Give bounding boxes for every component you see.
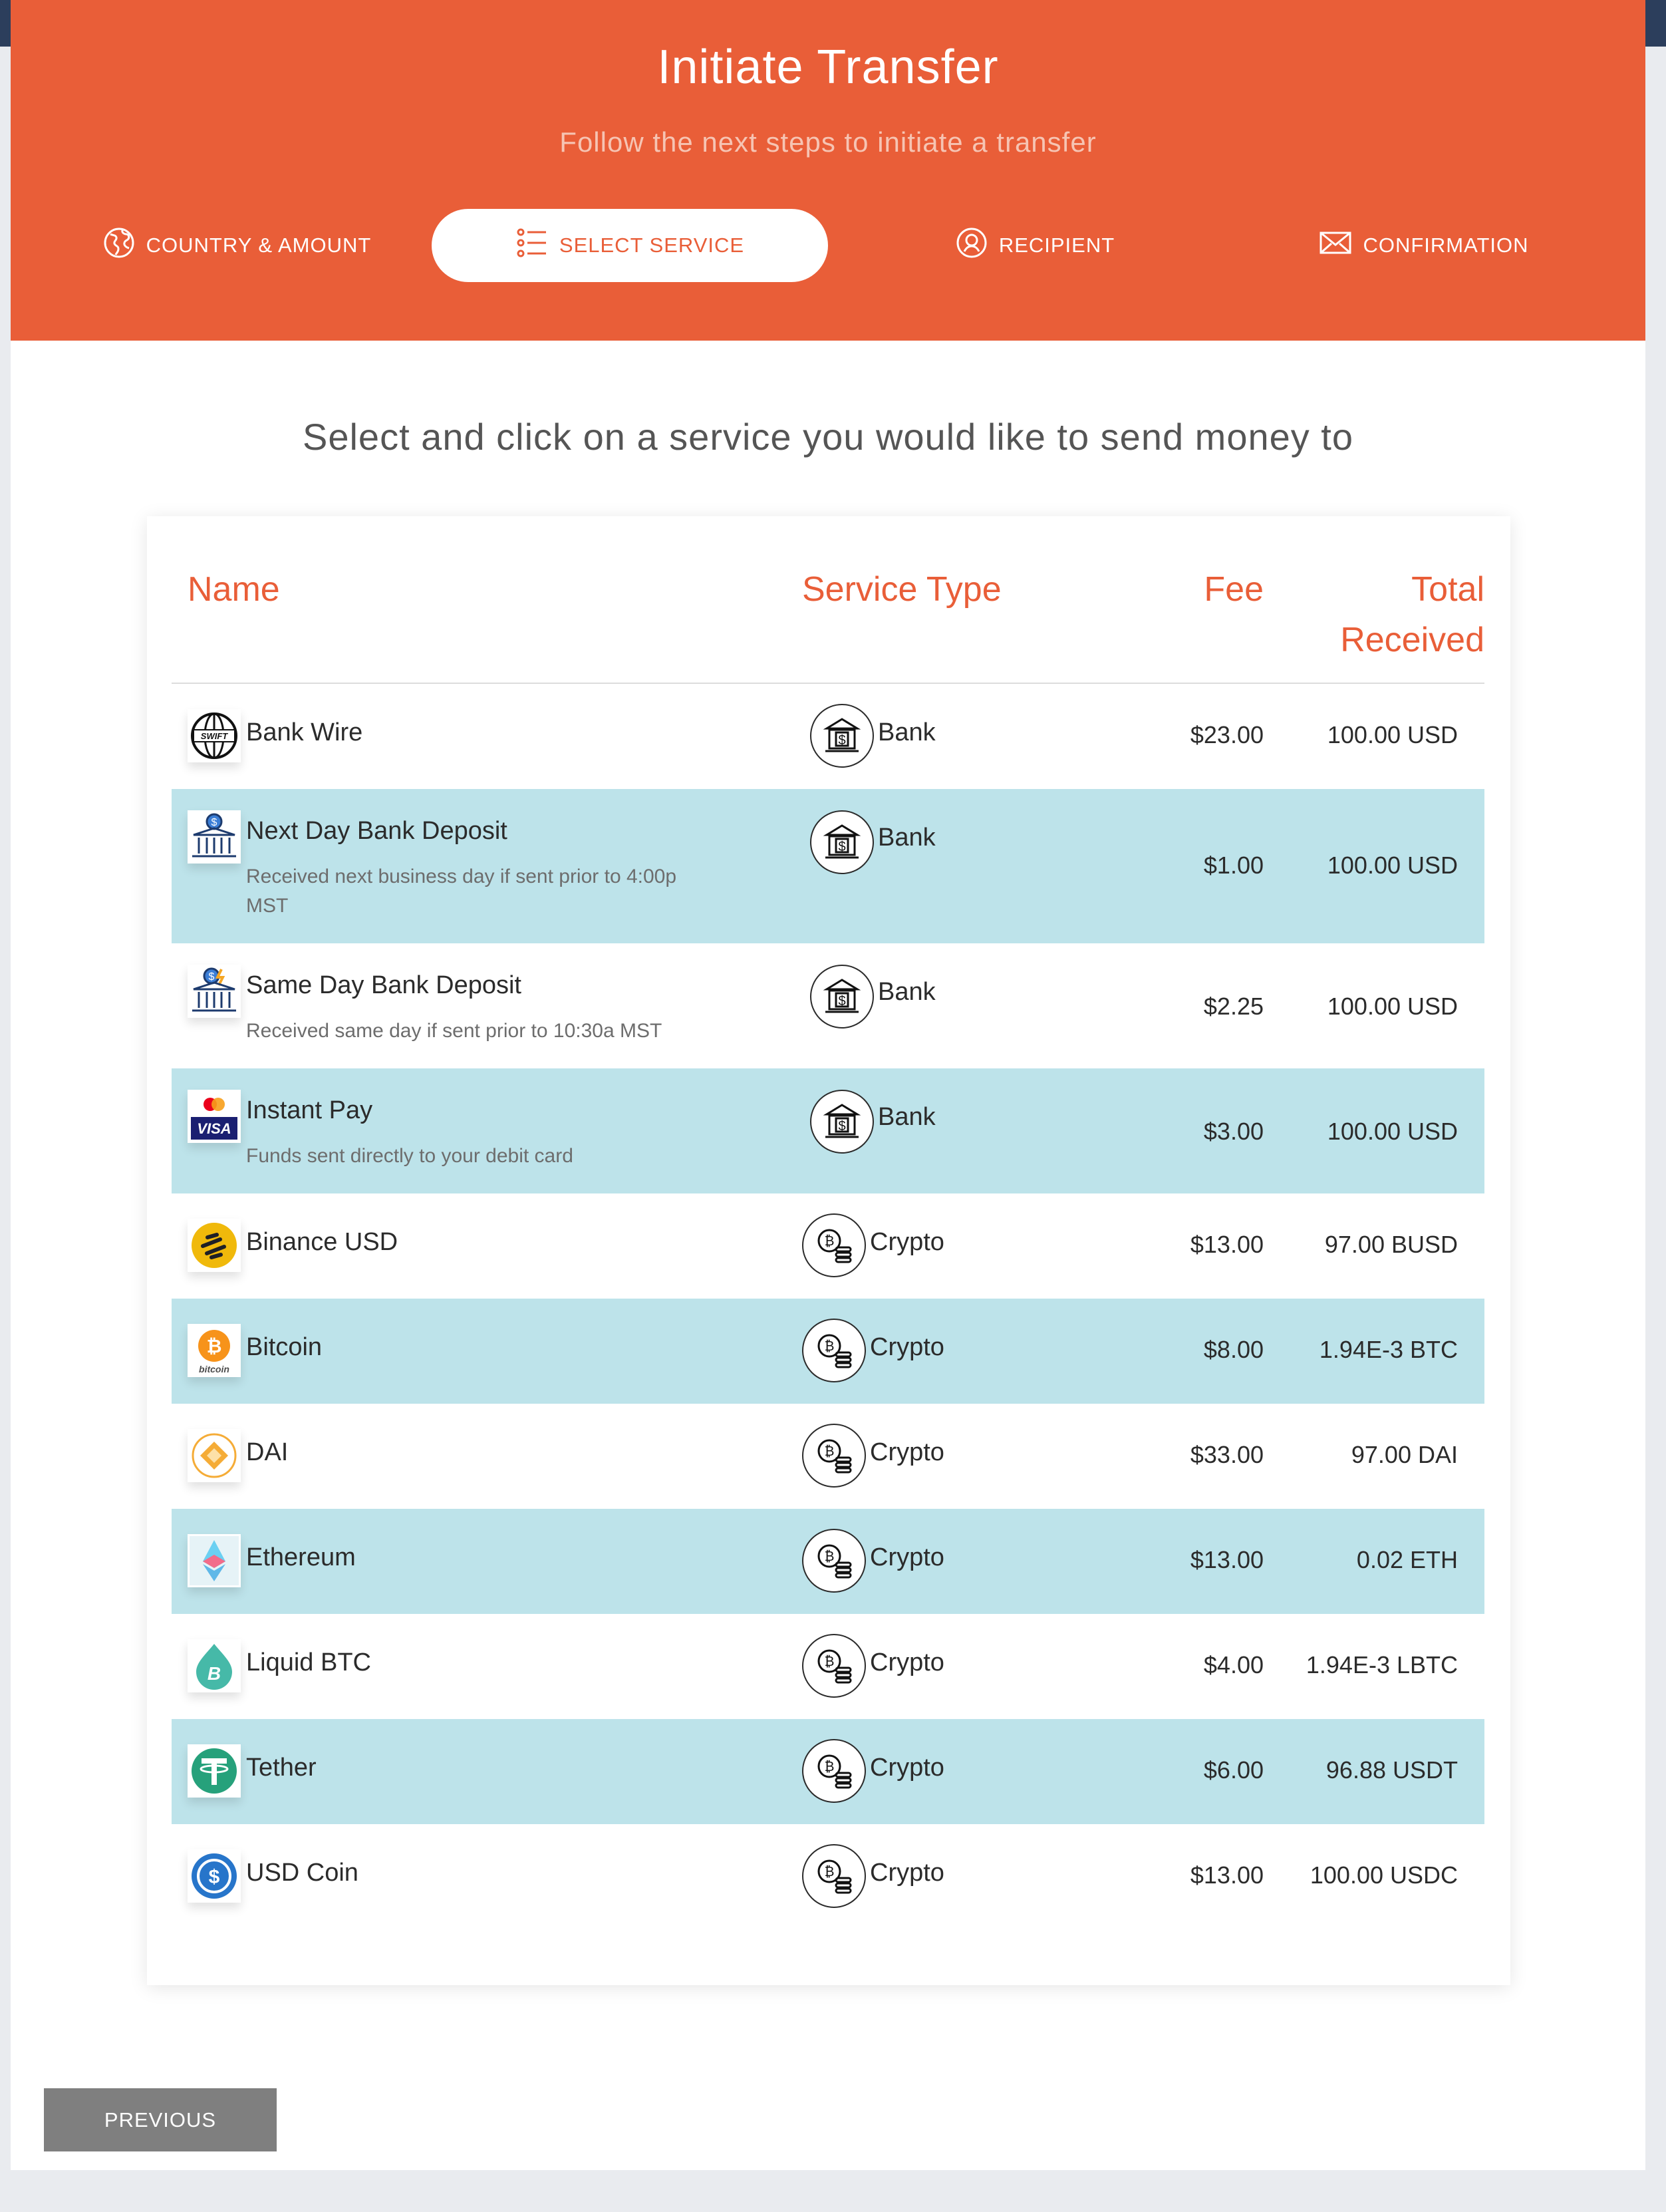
service-type-label: Bank — [878, 1103, 936, 1131]
page-title: Initiate Transfer — [657, 41, 999, 94]
svg-text:B: B — [207, 1663, 221, 1684]
user-icon — [955, 226, 988, 265]
table-header — [172, 516, 1484, 684]
service-total: 96.88 USDT — [1325, 1756, 1458, 1784]
service-row-liquid-btc[interactable] — [172, 1614, 1484, 1719]
usdc-icon — [188, 1849, 241, 1903]
hero-header — [11, 0, 1645, 341]
service-row-same-day-bank-deposit[interactable] — [172, 943, 1484, 1068]
svg-text:$: $ — [208, 1866, 220, 1888]
service-name: USD Coin — [246, 1859, 358, 1887]
service-fee: $1.00 — [1203, 852, 1264, 879]
svg-text:SWIFT: SWIFT — [200, 731, 228, 741]
column-header-service-type: Service Type — [802, 570, 1002, 609]
svg-text:₿: ₿ — [824, 1549, 835, 1564]
service-row-ethereum[interactable] — [172, 1509, 1484, 1614]
crypto-icon — [802, 1424, 866, 1488]
service-type-label: Crypto — [870, 1438, 944, 1466]
service-table-card — [147, 516, 1510, 1985]
tether-icon — [188, 1744, 241, 1798]
service-total: 97.00 DAI — [1351, 1441, 1458, 1468]
service-type-label: Crypto — [870, 1228, 944, 1256]
step-label: CONFIRMATION — [1363, 234, 1529, 257]
svg-text:$: $ — [838, 733, 846, 748]
stepper — [11, 209, 1645, 282]
crypto-icon — [802, 1634, 866, 1698]
dai-icon — [188, 1429, 241, 1482]
service-name: Ethereum — [246, 1543, 356, 1571]
service-name: Same Day Bank Deposit — [246, 971, 521, 999]
service-total: 100.00 USD — [1327, 721, 1458, 748]
crypto-icon — [802, 1529, 866, 1593]
bank-dollar-icon — [188, 810, 241, 864]
service-row-bank-wire[interactable] — [172, 684, 1484, 789]
service-fee: $3.00 — [1203, 1118, 1264, 1145]
svg-text:$: $ — [838, 994, 846, 1009]
service-name: Tether — [246, 1754, 317, 1782]
service-fee: $13.00 — [1190, 1231, 1264, 1258]
step-label: SELECT SERVICE — [559, 234, 745, 257]
service-row-bitcoin[interactable] — [172, 1299, 1484, 1404]
service-type-label: Crypto — [870, 1543, 944, 1571]
page-subtitle: Follow the next steps to initiate a transfer — [559, 126, 1097, 158]
service-fee: $13.00 — [1190, 1546, 1264, 1573]
svg-text:₿: ₿ — [824, 1444, 835, 1459]
service-fee: $2.25 — [1203, 993, 1264, 1020]
liquid-btc-icon — [188, 1639, 241, 1692]
service-total: 1.94E-3 BTC — [1319, 1336, 1458, 1363]
bank-fast-icon — [188, 965, 241, 1018]
service-total: 100.00 USD — [1327, 1118, 1458, 1145]
bitcoin-icon — [188, 1324, 241, 1377]
svg-text:₿: ₿ — [824, 1339, 835, 1354]
service-total: 100.00 USD — [1327, 993, 1458, 1020]
service-fee: $6.00 — [1203, 1756, 1264, 1784]
service-type-label: Crypto — [870, 1859, 944, 1887]
service-type-label: Crypto — [870, 1649, 944, 1676]
service-fee: $13.00 — [1190, 1861, 1264, 1889]
service-type-label: Crypto — [870, 1754, 944, 1782]
svg-text:$: $ — [838, 1119, 846, 1134]
ethereum-icon — [188, 1534, 241, 1587]
service-name: Next Day Bank Deposit — [246, 817, 507, 845]
svg-text:$: $ — [211, 817, 217, 828]
service-row-tether[interactable] — [172, 1719, 1484, 1824]
binance-icon — [188, 1219, 241, 1272]
step-label: RECIPIENT — [998, 234, 1115, 257]
card-icon — [188, 1090, 241, 1143]
service-row-binance-usd[interactable] — [172, 1193, 1484, 1299]
instruction-text: Select and click on a service you would like to send money to — [302, 416, 1354, 458]
bank-icon — [810, 1090, 874, 1154]
column-header-name: Name — [188, 570, 280, 609]
service-name: DAI — [246, 1438, 289, 1466]
bank-icon — [810, 704, 874, 768]
service-fee: $33.00 — [1190, 1441, 1264, 1468]
service-description: Received next business day if sent prior to 4:00p MST — [246, 866, 677, 917]
column-header-fee: Fee — [1204, 570, 1264, 609]
service-total: 100.00 USDC — [1310, 1861, 1458, 1889]
step-label: COUNTRY & AMOUNT — [146, 234, 372, 257]
service-total: 100.00 USD — [1327, 852, 1458, 879]
svg-text:₿: ₿ — [824, 1760, 835, 1774]
service-type-label: Crypto — [870, 1333, 944, 1361]
service-row-next-day-bank-deposit[interactable] — [172, 789, 1484, 943]
service-name: Instant Pay — [246, 1096, 373, 1124]
step-recipient[interactable] — [928, 209, 1141, 282]
service-name: Bank Wire — [246, 718, 363, 746]
list-icon — [515, 226, 549, 265]
globe-icon — [102, 226, 136, 265]
service-row-usd-coin[interactable] — [172, 1824, 1484, 1929]
service-row-dai[interactable] — [172, 1404, 1484, 1509]
envelope-icon — [1319, 226, 1352, 265]
service-type-label: Bank — [878, 978, 936, 1006]
bank-icon — [810, 810, 874, 874]
service-name: Bitcoin — [246, 1333, 323, 1361]
service-row-instant-pay[interactable] — [172, 1068, 1484, 1193]
previous-button[interactable]: PREVIOUS — [44, 2088, 277, 2151]
service-list — [172, 684, 1484, 1929]
crypto-icon — [802, 1213, 866, 1277]
crypto-icon — [802, 1739, 866, 1803]
service-description: Funds sent directly to your debit card — [246, 1145, 573, 1167]
step-country-amount[interactable] — [97, 209, 376, 282]
svg-text:₿: ₿ — [824, 1655, 835, 1669]
service-description: Received same day if sent prior to 10:30a MST — [246, 1020, 662, 1042]
step-confirmation[interactable] — [1301, 209, 1547, 282]
step-select-service[interactable] — [432, 209, 828, 282]
service-total: 97.00 BUSD — [1324, 1231, 1458, 1258]
column-header-total-received: Total Received — [1340, 570, 1484, 659]
svg-text:₿: ₿ — [206, 1336, 222, 1356]
svg-text:$: $ — [208, 971, 215, 983]
service-fee: $23.00 — [1190, 721, 1264, 748]
crypto-icon — [802, 1319, 866, 1382]
service-name: Binance USD — [246, 1228, 398, 1256]
svg-text:₿: ₿ — [824, 1865, 835, 1879]
bank-icon — [810, 965, 874, 1028]
service-type-label: Bank — [878, 824, 936, 852]
service-name: Liquid BTC — [246, 1649, 371, 1676]
crypto-icon — [802, 1844, 866, 1908]
service-type-label: Bank — [878, 718, 936, 746]
svg-text:bitcoin: bitcoin — [199, 1364, 229, 1374]
service-total: 1.94E-3 LBTC — [1306, 1651, 1458, 1678]
svg-text:$: $ — [838, 840, 846, 854]
swift-icon — [188, 709, 241, 762]
svg-text:₿: ₿ — [824, 1234, 835, 1249]
svg-text:VISA: VISA — [197, 1120, 231, 1137]
transfer-page — [11, 0, 1645, 2170]
service-fee: $8.00 — [1203, 1336, 1264, 1363]
service-total: 0.02 ETH — [1356, 1546, 1458, 1573]
service-fee: $4.00 — [1203, 1651, 1264, 1678]
